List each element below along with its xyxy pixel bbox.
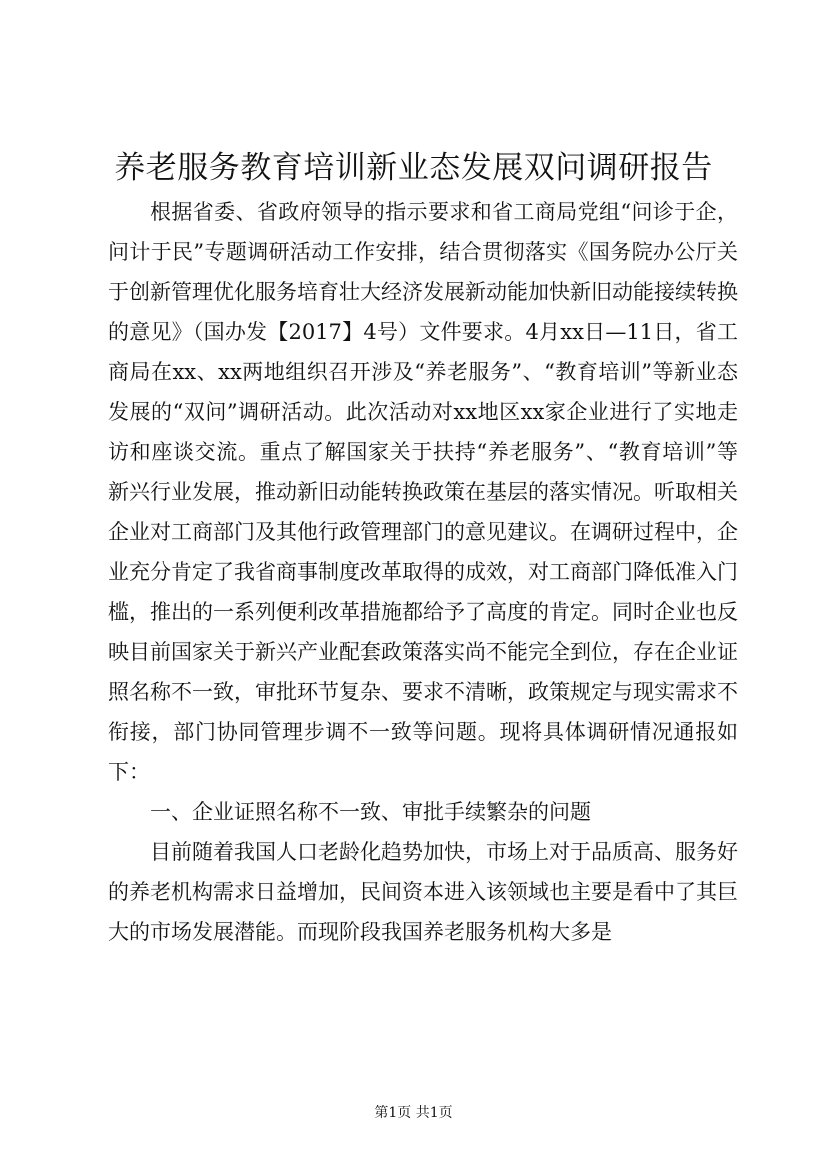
paragraph-intro: 根据省委、省政府领导的指示要求和省工商局党组“问诊于企，问计于民”专题调研活动工作安排，结合贯彻落实《国务院办公厅关于创新管理优化服务培育壮大经济发展新动能加快新旧动能接续转换的意见》（国办发【2017】4号）文件要求。4月xx日—11日，省工商局在xx、xx两地组织召开涉及“养老服务”、“教育培训”等新业态发展的“双问”调研活动。此次活动对xx地区xx家企业进行了实地走访和座谈交流。重点了解国家关于扶持“养老服务”、“教育培训”等新兴行业发展，推动新旧动能转换政策在基层的落实情况。听取相关企业对工商部门及其他行政管理部门的意见建议。在调研过程中，企业充分肯定了我省商事制度改革取得的成效，对工商部门降低准入门槛，推出的一系列便利改革措施都给予了高度的肯定。同时企业也反映目前国家关于新兴产业配套政策落实尚不能完全到位，存在企业证照名称不一致，审批环节复杂、要求不清晰，政策规定与现实需求不衔接，部门协同管理步调不一致等问题。现将具体调研情况通报如下： (108, 200, 738, 784)
document-title: 养老服务教育培训新业态发展双问调研报告 (114, 150, 713, 186)
page-footer: 第1页 共1页 (374, 1105, 453, 1121)
document-body (108, 192, 738, 952)
section-heading-1: 一、企业证照名称不一致、审批手续繁杂的问题 (150, 800, 591, 824)
paragraph-section-1: 目前随着我国人口老龄化趋势加快，市场上对于品质高、服务好的养老机构需求日益增加，民间资本进入该领域也主要是看中了其巨大的市场发展潜能。而现阶段我国养老服务机构大多是 (108, 840, 738, 944)
